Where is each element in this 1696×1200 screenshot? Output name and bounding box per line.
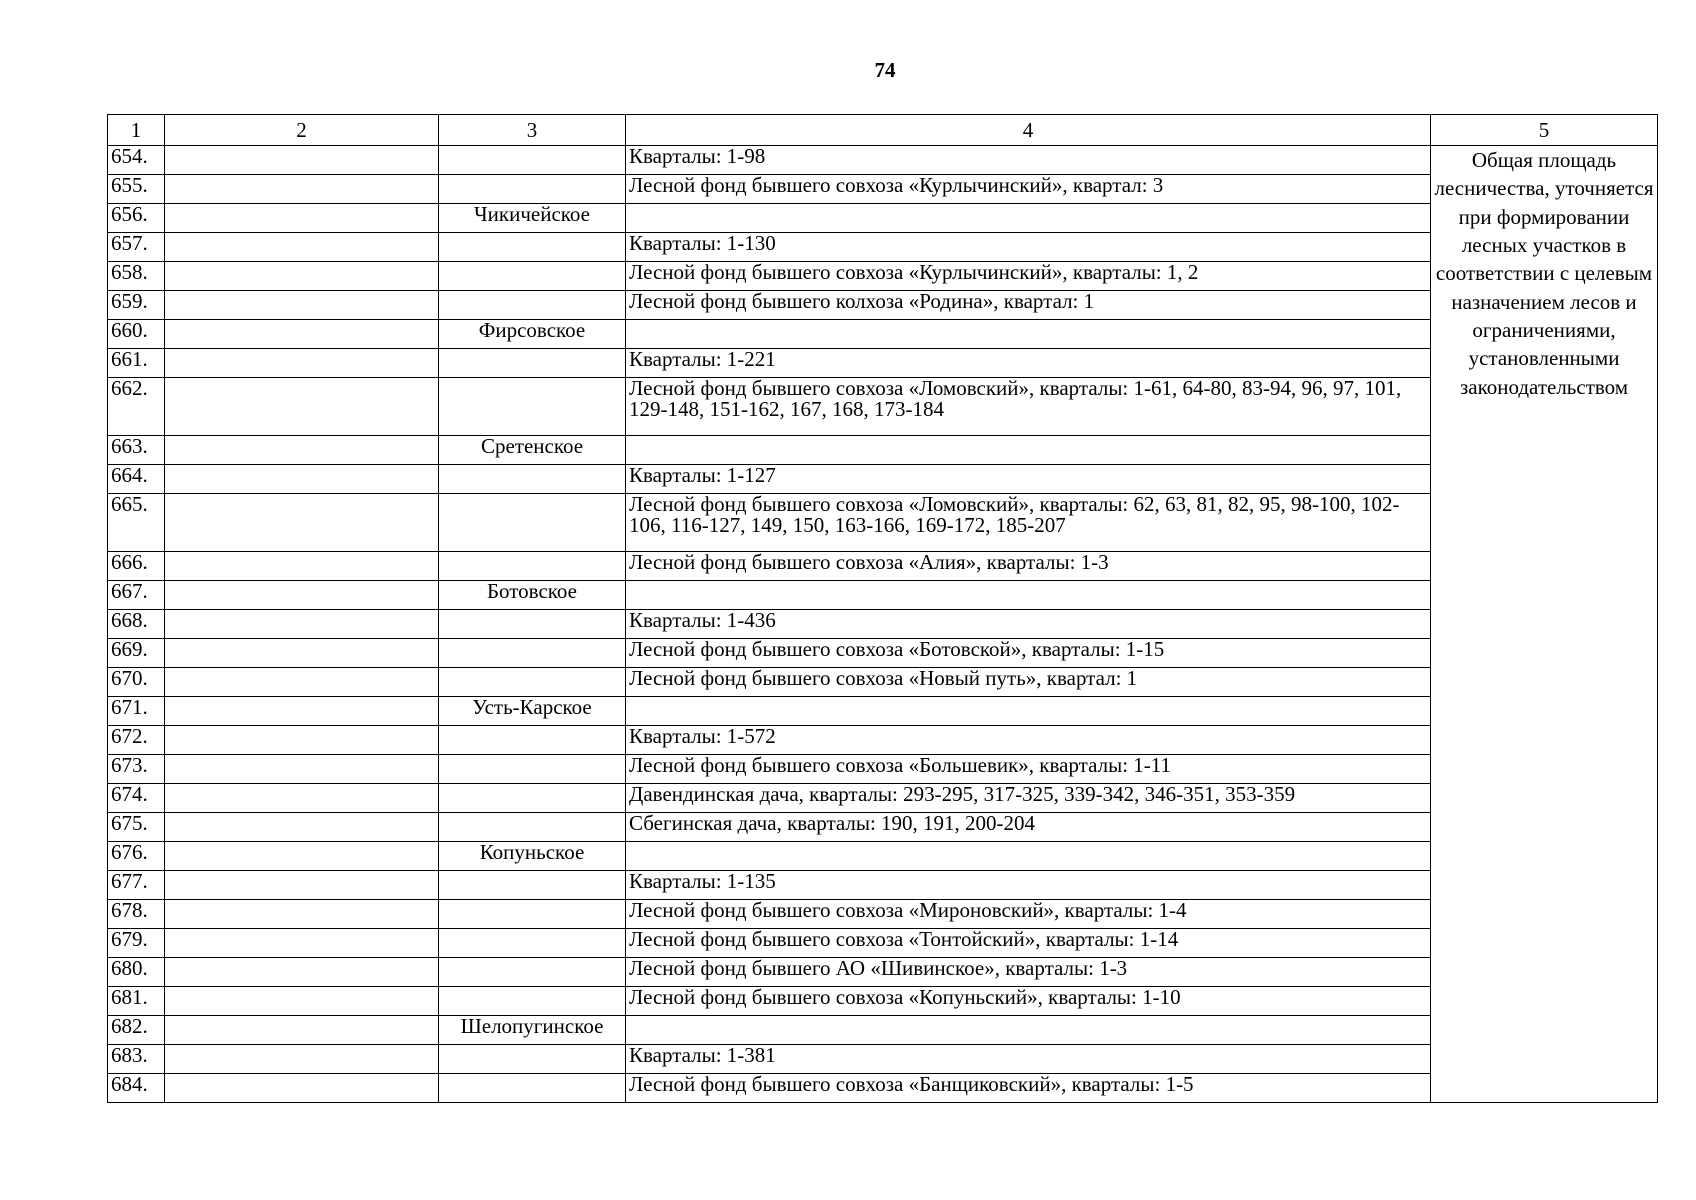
district-forestry-cell xyxy=(439,929,626,958)
forestry-cell xyxy=(165,668,439,697)
district-forestry-cell xyxy=(439,755,626,784)
table-row xyxy=(108,1016,1658,1045)
table-row xyxy=(108,1045,1658,1074)
district-forestry-cell: Копуньское xyxy=(439,842,626,871)
district-forestry-cell xyxy=(439,552,626,581)
quarters-cell: Кварталы: 1-436 xyxy=(626,610,1431,639)
table-row xyxy=(108,900,1658,929)
table-body xyxy=(108,146,1658,1103)
table-row xyxy=(108,465,1658,494)
district-forestry-cell: Ботовское xyxy=(439,581,626,610)
quarters-cell: Кварталы: 1-130 xyxy=(626,233,1431,262)
table-row xyxy=(108,581,1658,610)
area-note-cell: Общая площадь лесничества, уточняется при формировании лесных участков в соответствии с целевым назначением лесов и ограничениями, установленными законодательством xyxy=(1431,146,1658,1103)
forestry-cell xyxy=(165,842,439,871)
table-row xyxy=(108,1074,1658,1103)
row-number-cell: 669. xyxy=(108,639,165,668)
table-row xyxy=(108,726,1658,755)
forestry-cell xyxy=(165,436,439,465)
table-row xyxy=(108,436,1658,465)
table-row xyxy=(108,755,1658,784)
table-row xyxy=(108,871,1658,900)
district-forestry-cell: Шелопугинское xyxy=(439,1016,626,1045)
table-row xyxy=(108,146,1658,175)
row-number-cell: 655. xyxy=(108,175,165,204)
row-number-cell: 656. xyxy=(108,204,165,233)
row-number-cell: 680. xyxy=(108,958,165,987)
forestry-cell xyxy=(165,581,439,610)
row-number-cell: 672. xyxy=(108,726,165,755)
forestry-cell xyxy=(165,958,439,987)
row-number-cell: 661. xyxy=(108,349,165,378)
quarters-cell xyxy=(626,842,1431,871)
row-number-cell: 654. xyxy=(108,146,165,175)
district-forestry-cell xyxy=(439,639,626,668)
district-forestry-cell: Сретенское xyxy=(439,436,626,465)
table-row xyxy=(108,262,1658,291)
row-number-cell: 668. xyxy=(108,610,165,639)
row-number-cell: 670. xyxy=(108,668,165,697)
row-number-cell: 663. xyxy=(108,436,165,465)
quarters-cell: Давендинская дача, кварталы: 293-295, 317-325, 339-342, 346-351, 353-359 xyxy=(626,784,1431,813)
district-forestry-cell xyxy=(439,1045,626,1074)
forestry-cell xyxy=(165,610,439,639)
forestry-cell xyxy=(165,378,439,436)
district-forestry-cell xyxy=(439,900,626,929)
row-number-cell: 679. xyxy=(108,929,165,958)
district-forestry-cell xyxy=(439,465,626,494)
table-row xyxy=(108,987,1658,1016)
district-forestry-cell xyxy=(439,291,626,320)
row-number-cell: 660. xyxy=(108,320,165,349)
table-row xyxy=(108,291,1658,320)
header-row xyxy=(108,115,1658,146)
forest-quarters-table xyxy=(107,114,1658,1103)
district-forestry-cell: Усть-Карское xyxy=(439,697,626,726)
forestry-cell xyxy=(165,465,439,494)
quarters-cell xyxy=(626,581,1431,610)
district-forestry-cell xyxy=(439,668,626,697)
table-row xyxy=(108,378,1658,436)
row-number-cell: 683. xyxy=(108,1045,165,1074)
forestry-cell xyxy=(165,349,439,378)
district-forestry-cell xyxy=(439,610,626,639)
table-row xyxy=(108,233,1658,262)
row-number-cell: 682. xyxy=(108,1016,165,1045)
quarters-cell xyxy=(626,320,1431,349)
forestry-cell xyxy=(165,552,439,581)
row-number-cell: 673. xyxy=(108,755,165,784)
forestry-cell xyxy=(165,755,439,784)
district-forestry-cell xyxy=(439,378,626,436)
table-row xyxy=(108,175,1658,204)
quarters-cell: Лесной фонд бывшего совхоза «Курлычинский», кварталы: 1, 2 xyxy=(626,262,1431,291)
table-row xyxy=(108,668,1658,697)
row-number-cell: 659. xyxy=(108,291,165,320)
forestry-cell xyxy=(165,291,439,320)
district-forestry-cell xyxy=(439,349,626,378)
column-header-3: 3 xyxy=(439,115,626,146)
forestry-cell xyxy=(165,494,439,552)
forestry-cell xyxy=(165,1074,439,1103)
district-forestry-cell xyxy=(439,494,626,552)
district-forestry-cell xyxy=(439,813,626,842)
row-number-cell: 674. xyxy=(108,784,165,813)
table-row xyxy=(108,929,1658,958)
column-header-5: 5 xyxy=(1431,115,1658,146)
quarters-cell: Лесной фонд бывшего совхоза «Мироновский», кварталы: 1-4 xyxy=(626,900,1431,929)
row-number-cell: 678. xyxy=(108,900,165,929)
quarters-cell: Кварталы: 1-127 xyxy=(626,465,1431,494)
row-number-cell: 675. xyxy=(108,813,165,842)
district-forestry-cell xyxy=(439,1074,626,1103)
row-number-cell: 667. xyxy=(108,581,165,610)
quarters-cell: Кварталы: 1-221 xyxy=(626,349,1431,378)
forestry-cell xyxy=(165,204,439,233)
quarters-cell: Лесной фонд бывшего совхоза «Курлычинский», квартал: 3 xyxy=(626,175,1431,204)
table-row xyxy=(108,697,1658,726)
table-row xyxy=(108,349,1658,378)
quarters-cell: Лесной фонд бывшего совхоза «Новый путь», квартал: 1 xyxy=(626,668,1431,697)
table-row xyxy=(108,552,1658,581)
quarters-cell xyxy=(626,436,1431,465)
forestry-cell xyxy=(165,987,439,1016)
district-forestry-cell xyxy=(439,871,626,900)
table-row xyxy=(108,610,1658,639)
forestry-cell xyxy=(165,813,439,842)
district-forestry-cell: Фирсовское xyxy=(439,320,626,349)
quarters-cell xyxy=(626,697,1431,726)
quarters-cell: Лесной фонд бывшего совхоза «Тонтойский», кварталы: 1-14 xyxy=(626,929,1431,958)
column-header-1: 1 xyxy=(108,115,165,146)
table-row xyxy=(108,204,1658,233)
district-forestry-cell xyxy=(439,262,626,291)
row-number-cell: 676. xyxy=(108,842,165,871)
quarters-cell: Кварталы: 1-572 xyxy=(626,726,1431,755)
page-number: 74 xyxy=(874,58,896,82)
quarters-cell xyxy=(626,204,1431,233)
table-row xyxy=(108,784,1658,813)
row-number-cell: 671. xyxy=(108,697,165,726)
forestry-cell xyxy=(165,900,439,929)
table-row xyxy=(108,320,1658,349)
quarters-cell: Лесной фонд бывшего АО «Шивинское», кварталы: 1-3 xyxy=(626,958,1431,987)
column-header-2: 2 xyxy=(165,115,439,146)
forestry-cell xyxy=(165,726,439,755)
table-row xyxy=(108,842,1658,871)
row-number-cell: 677. xyxy=(108,871,165,900)
district-forestry-cell xyxy=(439,784,626,813)
forestry-cell xyxy=(165,262,439,291)
forestry-cell xyxy=(165,320,439,349)
quarters-cell: Лесной фонд бывшего совхоза «Алия», кварталы: 1-3 xyxy=(626,552,1431,581)
forestry-cell xyxy=(165,784,439,813)
row-number-cell: 666. xyxy=(108,552,165,581)
district-forestry-cell xyxy=(439,958,626,987)
column-header-4: 4 xyxy=(626,115,1431,146)
row-number-cell: 684. xyxy=(108,1074,165,1103)
table-header xyxy=(108,115,1658,146)
quarters-cell: Сбегинская дача, кварталы: 190, 191, 200-204 xyxy=(626,813,1431,842)
quarters-cell: Лесной фонд бывшего совхоза «Копуньский», кварталы: 1-10 xyxy=(626,987,1431,1016)
district-forestry-cell xyxy=(439,726,626,755)
forestry-cell xyxy=(165,1045,439,1074)
district-forestry-cell xyxy=(439,175,626,204)
table-row xyxy=(108,494,1658,552)
district-forestry-cell xyxy=(439,987,626,1016)
quarters-cell: Лесной фонд бывшего совхоза «Банщиковский», кварталы: 1-5 xyxy=(626,1074,1431,1103)
district-forestry-cell xyxy=(439,233,626,262)
table-row xyxy=(108,639,1658,668)
forestry-cell xyxy=(165,1016,439,1045)
quarters-cell: Кварталы: 1-98 xyxy=(626,146,1431,175)
row-number-cell: 665. xyxy=(108,494,165,552)
quarters-cell: Лесной фонд бывшего совхоза «Ломовский», кварталы: 62, 63, 81, 82, 95, 98-100, 102-106, 116-127, 149, 150, 163-166, 169-172, 185-207 xyxy=(626,494,1431,552)
district-forestry-cell xyxy=(439,146,626,175)
forestry-cell xyxy=(165,175,439,204)
quarters-cell: Лесной фонд бывшего совхоза «Большевик», кварталы: 1-11 xyxy=(626,755,1431,784)
row-number-cell: 681. xyxy=(108,987,165,1016)
table-row xyxy=(108,958,1658,987)
row-number-cell: 662. xyxy=(108,378,165,436)
quarters-cell xyxy=(626,1016,1431,1045)
forestry-cell xyxy=(165,233,439,262)
forestry-cell xyxy=(165,929,439,958)
quarters-cell: Лесной фонд бывшего колхоза «Родина», квартал: 1 xyxy=(626,291,1431,320)
quarters-cell: Кварталы: 1-381 xyxy=(626,1045,1431,1074)
district-forestry-cell: Чикичейское xyxy=(439,204,626,233)
forestry-cell xyxy=(165,146,439,175)
quarters-cell: Лесной фонд бывшего совхоза «Ломовский», кварталы: 1-61, 64-80, 83-94, 96, 97, 101, 129-148, 151-162, 167, 168, 173-184 xyxy=(626,378,1431,436)
quarters-cell: Лесной фонд бывшего совхоза «Ботовской», кварталы: 1-15 xyxy=(626,639,1431,668)
quarters-cell: Кварталы: 1-135 xyxy=(626,871,1431,900)
row-number-cell: 664. xyxy=(108,465,165,494)
forestry-cell xyxy=(165,697,439,726)
forestry-cell xyxy=(165,871,439,900)
table-row xyxy=(108,813,1658,842)
row-number-cell: 658. xyxy=(108,262,165,291)
forestry-cell xyxy=(165,639,439,668)
row-number-cell: 657. xyxy=(108,233,165,262)
